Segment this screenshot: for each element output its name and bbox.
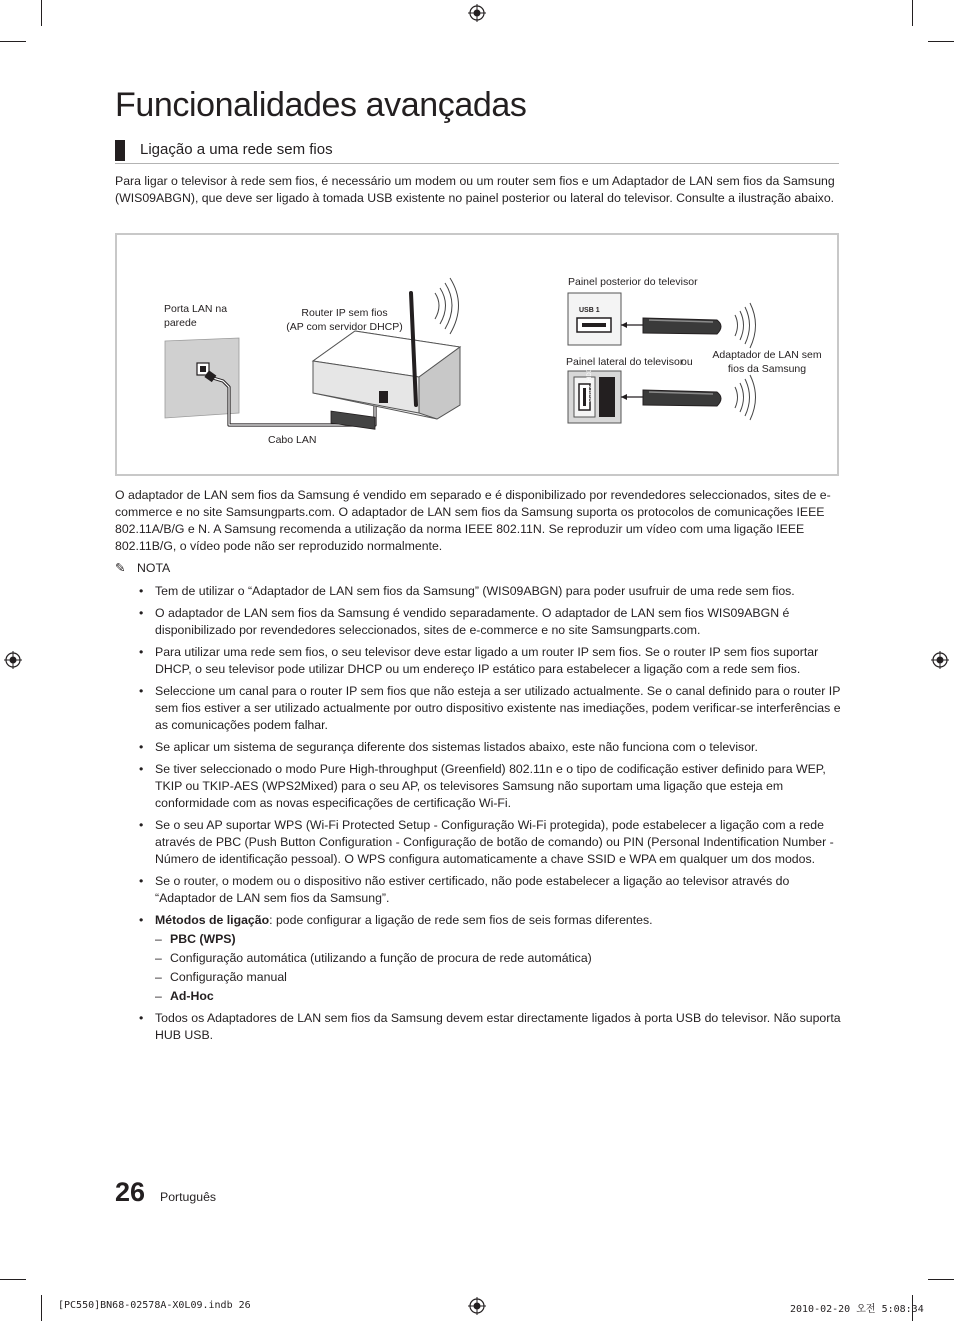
registration-mark-icon bbox=[4, 651, 22, 669]
section-header bbox=[115, 140, 839, 164]
section-bar bbox=[115, 140, 125, 161]
bullet-icon: • bbox=[139, 684, 144, 698]
adapter-wave bbox=[745, 379, 750, 416]
body-paragraph: O adaptador de LAN sem fios da Samsung é vendido em separado e é disponibilizado por revendedores seleccionados, sites de e-commerce e no site Samsungparts.com. O adaptador de LAN sem fios da Samsung suporta os protocolos de comunicações IEEE 802.11A/B/G e N. A Samsung recomenda a utilização da norma IEEE 802.11N. Se reproduzir um vídeo com uma ligação IEEE 802.11B/G, o vídeo pode não ser reproduzido normalmente. bbox=[115, 488, 831, 553]
list-item: • Se o router, o modem ou o dispositivo não estiver certificado, não pode estabelecer a ligação ao televisor através do “Adaptador de LAN sem fios da Samsung”. bbox=[139, 874, 790, 905]
adapter-label: Adaptador de LAN sem fios da Samsung bbox=[712, 349, 822, 375]
cable-plug-router bbox=[379, 391, 388, 403]
wall-lan-socket bbox=[200, 366, 206, 372]
side-usb-label-block bbox=[599, 377, 615, 417]
cable-label: Cabo LAN bbox=[268, 434, 317, 446]
or-label: ou bbox=[681, 356, 693, 368]
arrow-rear-head bbox=[621, 322, 627, 328]
crop-mark bbox=[912, 0, 913, 26]
registration-mark-icon bbox=[468, 4, 486, 22]
router-wave bbox=[445, 283, 452, 329]
note-label: NOTA bbox=[137, 561, 171, 575]
registration-mark-icon bbox=[931, 651, 949, 669]
bullet-icon: • bbox=[139, 874, 144, 888]
dash-icon: – bbox=[155, 932, 162, 946]
print-timestamp: 2010-02-20 오전 5:08:34 bbox=[790, 1304, 924, 1315]
sub-item: – Configuração manual bbox=[155, 970, 287, 984]
adapter-wave bbox=[740, 383, 744, 412]
router-label bbox=[277, 306, 412, 334]
page-title: Funcionalidades avançadas bbox=[115, 86, 527, 124]
dash-icon: – bbox=[155, 951, 162, 965]
list-item-methods bbox=[138, 912, 841, 1005]
note-list bbox=[138, 583, 841, 1049]
list-item: • Seleccione um canal para o router IP sem fios que não esteja a ser utilizado actualmente. Se o canal definido para o router IP sem fios estiver a ser utilizado actualmente por outro dispositivo existente nas imediações, podem verificar-se interferências e as comunicações podem falhar. bbox=[139, 684, 841, 732]
page-language: Português bbox=[160, 1190, 217, 1204]
adapter-wave bbox=[735, 387, 738, 408]
rear-usb-slot bbox=[582, 323, 606, 327]
list-item: • O adaptador de LAN sem fios da Samsung é vendido separadamente. O adaptador de LAN sem fios WIS09ABGN é disponibilizado por revendedores seleccionados, sites de e-commerce e no site Samsungparts.com. bbox=[139, 606, 790, 637]
bullet-icon: • bbox=[139, 1011, 144, 1025]
sub-item: – Configuração automática (utilizando a função de procura de rede automática) bbox=[155, 951, 592, 965]
dash-icon: – bbox=[155, 970, 162, 984]
router-wave bbox=[435, 293, 439, 319]
methods-sublist bbox=[155, 931, 841, 1005]
router-wave bbox=[450, 278, 459, 334]
bullet-icon: • bbox=[139, 762, 144, 776]
crop-mark bbox=[41, 1295, 42, 1321]
crop-mark bbox=[0, 1279, 26, 1280]
adapter-wave bbox=[750, 303, 756, 348]
bullet-icon: • bbox=[139, 645, 144, 659]
sub-item: – Ad-Hoc bbox=[155, 989, 214, 1003]
crop-mark bbox=[41, 0, 42, 26]
methods-label: Métodos de ligação bbox=[155, 913, 270, 927]
crop-mark bbox=[928, 1279, 954, 1280]
list-item: • Se o seu AP suportar WPS (Wi-Fi Protected Setup - Configuração Wi-Fi protegida), pode estabelecer a ligação com a rede através de PBC (Push Button Configuration - Configuração de botão de comando) ou PIN (Personal Indentification Number - Número de identificação pessoal). O WPS configura automaticamente a chave SSID e WPA em qualquer um dos modos. bbox=[139, 818, 834, 866]
adapter-wave bbox=[745, 307, 750, 344]
registration-mark-icon bbox=[468, 1297, 486, 1315]
intro-paragraph: Para ligar o televisor à rede sem fios, é necessário um modem ou um router sem fios e um Adaptador de LAN sem fios da Samsung (WIS09ABGN), que deve ser ligado à tomada USB existente no painel posterior ou lateral do televisor. Consulte a ilustração abaixo. bbox=[115, 174, 835, 205]
side-usb-slot bbox=[583, 388, 586, 406]
router-label-line1: Router IP sem fios bbox=[301, 307, 388, 319]
page-number: 26 bbox=[115, 1177, 146, 1207]
usb1-label: USB 1 bbox=[579, 307, 600, 314]
router-wave bbox=[440, 288, 446, 324]
list-item: • Tem de utilizar o “Adaptador de LAN sem fios da Samsung” (WIS09ABGN) para poder usufruir de uma rede sem fios. bbox=[139, 584, 795, 598]
list-item: • Se aplicar um sistema de segurança diferente dos sistemas listados abaixo, este não funciona com o televisor. bbox=[139, 740, 758, 754]
sub-item: – PBC (WPS) bbox=[155, 932, 236, 946]
bullet-icon: • bbox=[139, 913, 144, 927]
bullet-icon: • bbox=[139, 606, 144, 620]
file-info: [PC550]BN68-02578A-X0L09.indb 26 bbox=[58, 1300, 251, 1311]
crop-mark bbox=[0, 41, 26, 42]
note-header bbox=[115, 561, 170, 579]
bullet-icon: • bbox=[139, 584, 144, 598]
list-item: • Se tiver seleccionado o modo Pure High-throughput (Greenfield) 802.11n e o tipo de codificação estiver definido para WEP, TKIP ou TKIP-AES (WPS2Mixed) para o seu AP, os televisores Samsung não suportam uma ligação que esteja em conformidade com as novas especificações de certificação Wi-Fi. bbox=[139, 762, 826, 810]
pencil-icon: ✎ bbox=[115, 561, 126, 575]
bullet-icon: • bbox=[139, 740, 144, 754]
bullet-icon: • bbox=[139, 818, 144, 832]
router-label-line2: (AP com servidor DHCP) bbox=[286, 321, 403, 333]
side-panel-label: Painel lateral do televisor bbox=[566, 356, 684, 368]
list-item: • Todos os Adaptadores de LAN sem fios da Samsung devem estar directamente ligados à porta USB do televisor. Não suporta HUB USB. bbox=[139, 1011, 841, 1042]
connection-diagram bbox=[115, 233, 839, 476]
arrow-side-head bbox=[621, 394, 627, 400]
rear-panel-label: Painel posterior do televisor bbox=[568, 276, 698, 288]
adapter-wave bbox=[750, 375, 756, 420]
methods-text: : pode configurar a ligação de rede sem fios de seis formas diferentes. bbox=[269, 913, 653, 927]
adapter-wave bbox=[740, 311, 744, 340]
usb2-label: USB 2 (HDD) bbox=[587, 365, 593, 402]
dash-icon: – bbox=[155, 989, 162, 1003]
section-title: Ligação a uma rede sem fios bbox=[140, 141, 333, 158]
crop-mark bbox=[928, 41, 954, 42]
list-item: • Para utilizar uma rede sem fios, o seu televisor deve estar ligado a um router IP sem fios. Se o router IP sem fios suportar DHCP, o seu televisor pode utilizar DHCP ou um endereço IP estático para estabelecer a ligação com a rede sem fios. bbox=[139, 645, 819, 676]
wall-port-label: Porta LAN na parede bbox=[164, 303, 228, 329]
adapter-wave bbox=[735, 315, 738, 336]
